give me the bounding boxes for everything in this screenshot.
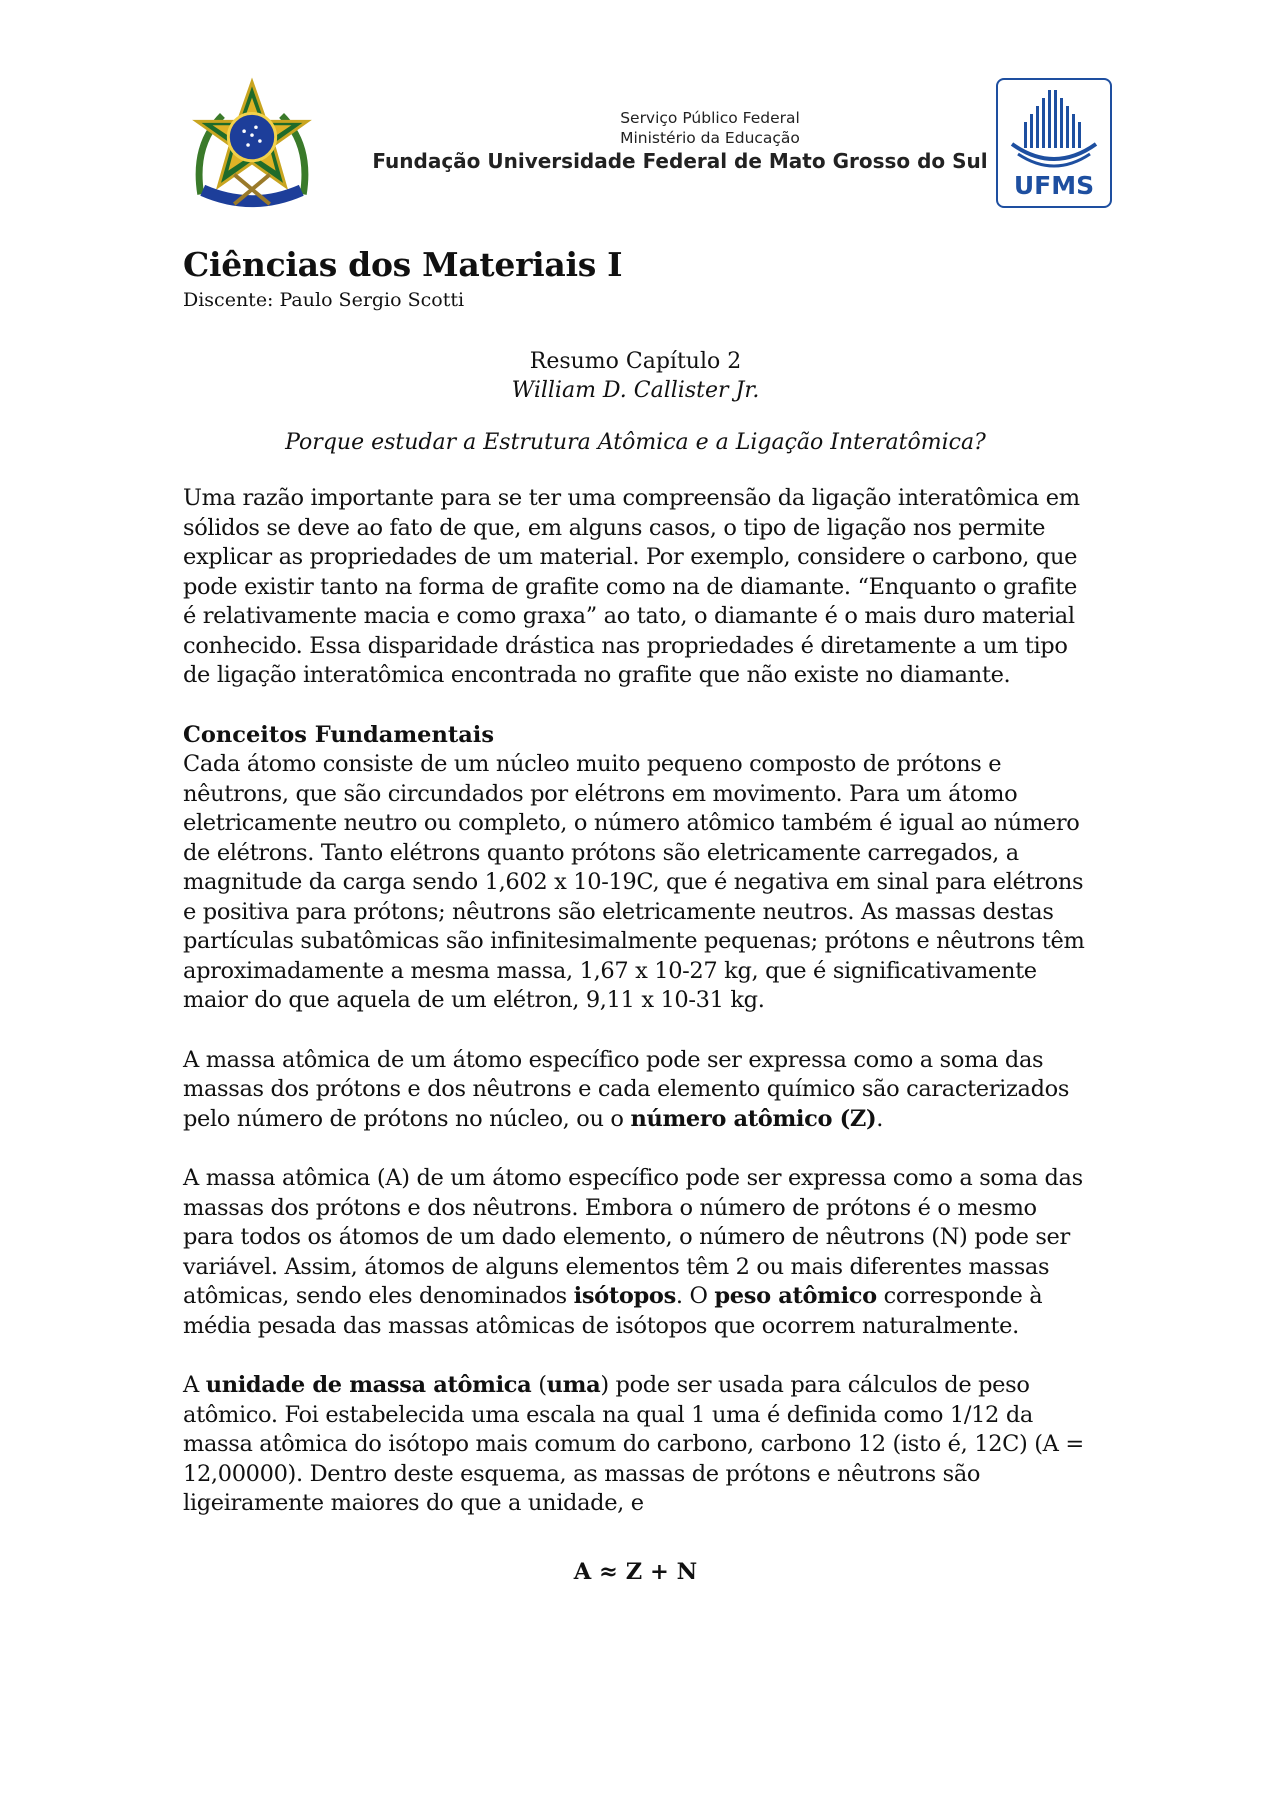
term-isotopes: isótopos	[573, 1283, 676, 1309]
ufms-logo	[996, 78, 1112, 208]
institution-name: Fundação Universidade Federal de Mato Grosso do Sul	[372, 149, 988, 173]
paragraph-fundamentals: Cada átomo consiste de um núcleo muito pequeno composto de prótons e nêutrons, que são circundados por elétrons em movimento. Para um átomo eletricamente neutro ou completo, o número atômico também é igual ao número de elétrons. Tanto elétrons quanto prótons são eletricamente carregados, a magnitude da carga sendo 1,602 x 10-19C, que é negativa em sinal para elétrons e positiva para prótons; nêutrons são eletricamente neutros. As massas destas partículas subatômicas são infinitesimalmente pequenas; prótons e nêutrons têm aproximadamente a mesma massa, 1,67 x 10-27 kg, que é significativamente maior do que aquela de um elétron, 9,11 x 10-31 kg.	[183, 751, 1085, 1013]
section-question: Porque estudar a Estrutura Atômica e a Ligação Interatômica?	[285, 430, 986, 455]
student-name: Discente: Paulo Sergio Scotti	[183, 289, 465, 311]
paragraph-amu	[183, 1371, 1088, 1519]
document-title: Ciências dos Materiais I	[183, 245, 623, 284]
formula: A ≈ Z + N	[573, 1558, 698, 1585]
text-run: A	[183, 1372, 206, 1398]
letterhead	[183, 72, 1113, 212]
institution-block	[335, 108, 1025, 175]
term-uma: uma	[546, 1372, 601, 1398]
paragraph-atomic-number	[183, 1046, 1088, 1135]
book-author: William D. Callister Jr.	[511, 378, 760, 403]
text-run: .	[876, 1105, 884, 1132]
text-run: A massa atômica de um átomo específico pode ser expressa como a soma das massas dos prótons e dos nêutrons e cada elemento químico são caracterizados pelo número de prótons no núcleo, ou o	[183, 1046, 1070, 1132]
text-run: ) pode ser usada para cálculos de peso atômico. Foi estabelecida uma escala na qual 1 uma é definida como 1/12 da massa atômica do isótopo mais comum do carbono, carbono 12 (isto é, 12C) (A = 12,00000). Dentro deste esquema, as massas de prótons e nêutrons são ligeiramente maiores do que a unidade, e	[183, 1372, 1084, 1516]
institution-line-1: Serviço Público Federal	[620, 109, 800, 127]
paragraph-intro: Uma razão importante para se ter uma compreensão da ligação interatômica em sólidos se deve ao fato de que, em alguns casos, o tipo de ligação nos permite explicar as propriedades de um material. Por exemplo, considere o carbono, que pode existir tanto na forma de grafite como na de diamante. “Enquanto o grafite é relativamente macia e como graxa” ao tato, o diamante é o mais duro material conhecido. Essa disparidade drástica nas propriedades é diretamente a um tipo de ligação interatômica encontrada no grafite que não existe no diamante.	[183, 485, 1080, 688]
term-amu: unidade de massa atômica	[205, 1372, 532, 1398]
paragraph-isotopes	[183, 1164, 1088, 1341]
section-heading: Conceitos Fundamentais	[183, 721, 495, 748]
summary-title: Resumo Capítulo 2	[529, 349, 742, 374]
term-atomic-weight: peso atômico	[714, 1283, 877, 1309]
text-run: A massa atômica (A) de um átomo específico pode ser expressa como a soma das massas dos prótons e dos nêutrons. Embora o número de prótons é o mesmo para todos os átomos de um dado elemento, o número de nêutrons (N) pode ser variável. Assim, átomos de alguns elementos têm 2 ou mais diferentes massas atômicas, sendo eles denominados	[183, 1165, 1083, 1309]
text-run: corresponde à média pesada das massas atômicas de isótopos que ocorrem naturalmente.	[183, 1283, 1043, 1339]
term-atomic-number: número atômico (Z)	[630, 1105, 877, 1132]
text-run: . O	[675, 1283, 715, 1309]
ufms-emblem-icon	[998, 82, 1110, 172]
text-run: (	[531, 1372, 547, 1398]
institution-line-2: Ministério da Educação	[620, 129, 800, 147]
ufms-logo-text: UFMS	[1013, 171, 1095, 200]
coat-of-arms-icon	[183, 76, 321, 214]
document-body	[183, 244, 1088, 1585]
